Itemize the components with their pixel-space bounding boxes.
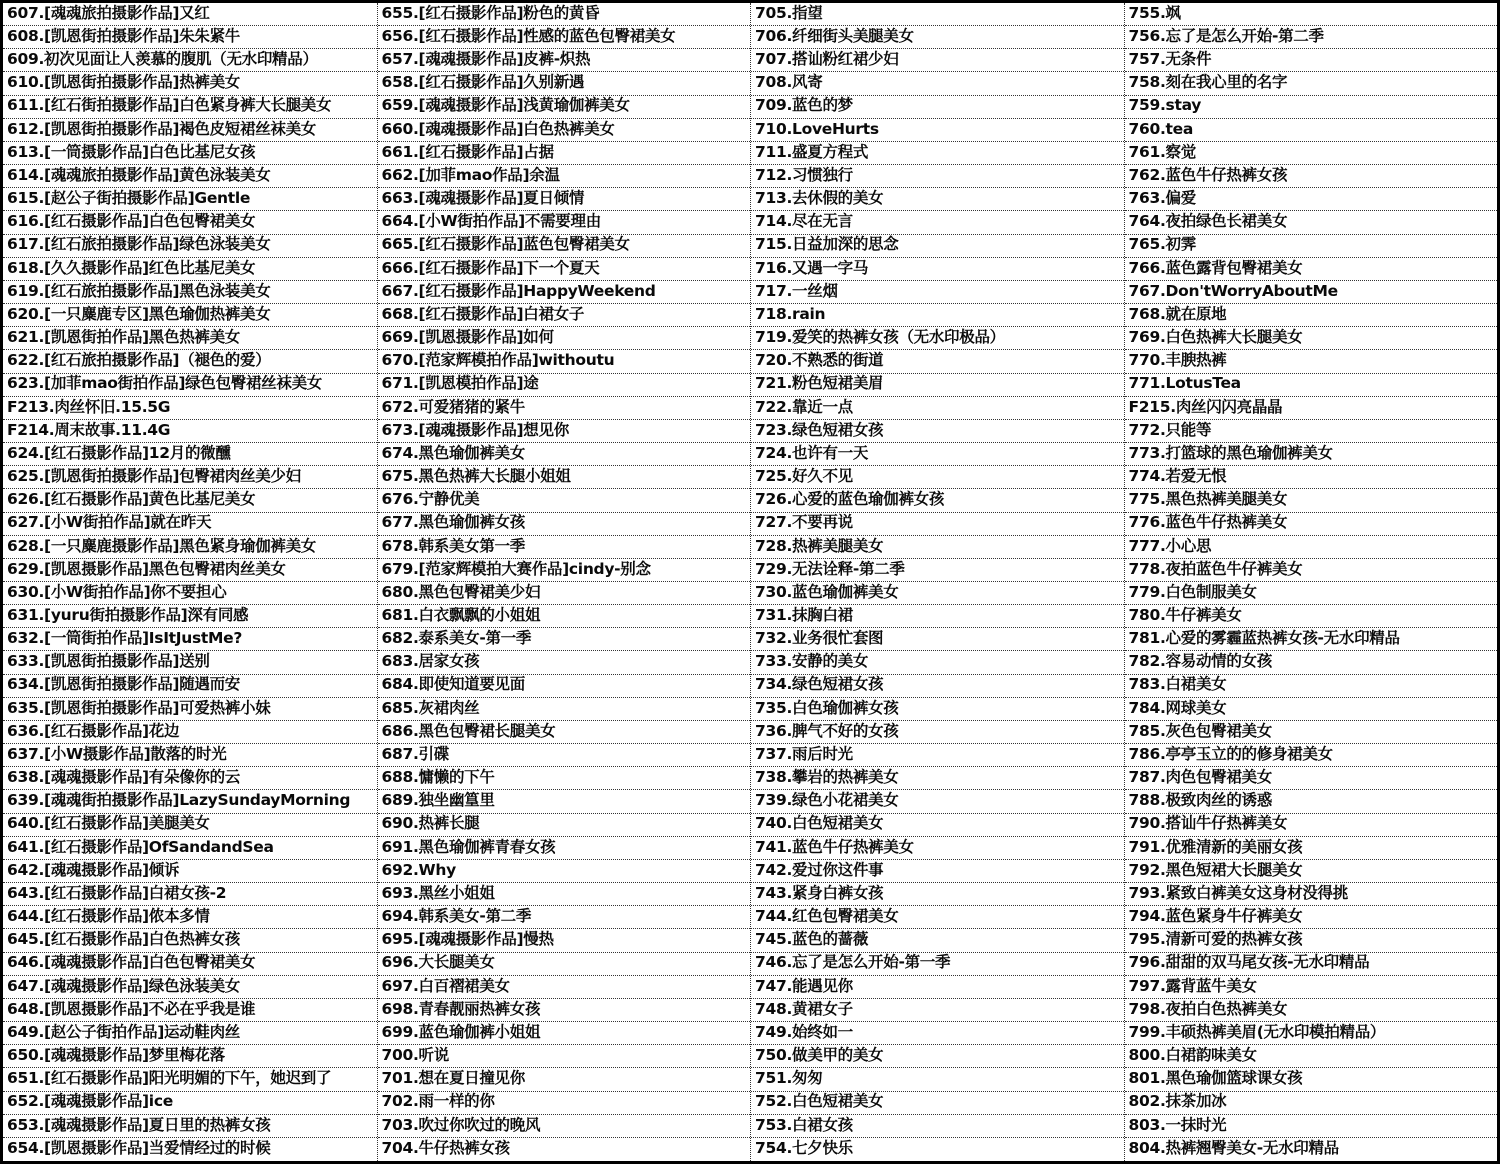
list-item: 675.黑色热裤大长腿小姐姐 — [378, 466, 751, 489]
list-item: 779.白色制服美女 — [1125, 582, 1498, 605]
list-item: 662.[加菲mao作品]余温 — [378, 165, 751, 188]
list-item: 804.热裤翘臀美女-无水印精品 — [1128, 1139, 1339, 1158]
list-item: 708.风寄 — [751, 72, 1124, 95]
list-item: 787.肉色包臀裙美女 — [1125, 767, 1498, 790]
list-item: 637.[小W摄影作品]散落的时光 — [3, 744, 377, 767]
list-item: 680.黑色包臀裙美少妇 — [378, 582, 751, 605]
list-item: 638.[魂魂摄影作品]有朵像你的云 — [3, 767, 377, 790]
list-item: 700.听说 — [378, 1045, 751, 1068]
list-item: 694.韩系美女-第二季 — [378, 906, 751, 929]
list-item: 719.爱笑的热裤女孩（无水印极品） — [751, 327, 1124, 350]
list-item: 685.灰裙肉丝 — [378, 698, 751, 721]
list-item: 658.[红石摄影作品]久别新遇 — [378, 72, 751, 95]
list-item: 616.[红石摄影作品]白色包臀裙美女 — [3, 211, 377, 234]
list-item: 618.[久久摄影作品]红色比基尼美女 — [3, 258, 377, 281]
list-item: 676.宁静优美 — [378, 489, 751, 512]
list-item: F215.肉丝闪闪亮晶晶 — [1125, 397, 1498, 420]
list-item: 687.引碟 — [378, 744, 751, 767]
list-item: 746.忘了是怎么开始-第一季 — [751, 953, 1124, 976]
list-item: 762.蓝色牛仔热裤女孩 — [1125, 165, 1498, 188]
list-item: 798.夜拍白色热裤美女 — [1125, 999, 1498, 1022]
list-item: 631.[yuru街拍摄影作品]深有同感 — [3, 605, 377, 628]
list-item: 749.始终如一 — [751, 1022, 1124, 1045]
list-item: 667.[红石摄影作品]HappyWeekend — [378, 281, 751, 304]
list-item: 645.[红石摄影作品]白色热裤女孩 — [3, 929, 377, 952]
list-item: 790.搭讪牛仔热裤美女 — [1125, 814, 1498, 837]
list-item: 646.[魂魂摄影作品]白色包臀裙美女 — [3, 953, 377, 976]
list-item: 755.飒 — [1125, 3, 1498, 26]
list-item: 756.忘了是怎么开始-第二季 — [1125, 26, 1498, 49]
list-item: 654.[凯恩摄影作品]当爱情经过的时候 — [7, 1139, 271, 1158]
list-item: 622.[红石旅拍摄影作品]（褪色的爱） — [3, 350, 377, 373]
list-item: 765.初霁 — [1125, 235, 1498, 258]
list-item: 623.[加菲mao街拍作品]绿色包臀裙丝袜美女 — [3, 374, 377, 397]
list-item: 669.[凯恩摄影作品]如何 — [378, 327, 751, 350]
list-item: 678.韩系美女第一季 — [378, 536, 751, 559]
list-item: 714.尽在无言 — [751, 211, 1124, 234]
list-item: 734.绿色短裙女孩 — [751, 675, 1124, 698]
list-item: 758.刻在我心里的名字 — [1125, 72, 1498, 95]
list-item: 788.极致肉丝的诱惑 — [1125, 790, 1498, 813]
list-item: 752.白色短裙美女 — [751, 1092, 1124, 1115]
list-item: F213.肉丝怀旧.15.5G — [3, 397, 377, 420]
list-item: 651.[红石摄影作品]阳光明媚的下午，她迟到了 — [3, 1068, 377, 1091]
list-item: 620.[一只麋鹿专区]黑色瑜伽热裤美女 — [3, 304, 377, 327]
list-item: 733.安静的美女 — [751, 651, 1124, 674]
list-item: 661.[红石摄影作品]占据 — [378, 142, 751, 165]
list-item: 670.[范家辉模拍作品]withoutu — [378, 350, 751, 373]
list-item: 703.吹过你吹过的晚风 — [378, 1115, 751, 1138]
list-item: 698.青春靓丽热裤女孩 — [378, 999, 751, 1022]
list-item: 688.慵懒的下午 — [378, 767, 751, 790]
list-item: 630.[小W街拍作品]你不要担心 — [3, 582, 377, 605]
list-item: F214.周末故事.11.4G — [3, 420, 377, 443]
list-item: 764.夜拍绿色长裙美女 — [1125, 211, 1498, 234]
list-item: 716.又遇一字马 — [751, 258, 1124, 281]
list-item: 709.蓝色的梦 — [751, 96, 1124, 119]
list-item: 707.搭讪粉红裙少妇 — [751, 49, 1124, 72]
list-item: 624.[红石摄影作品]12月的微醺 — [3, 443, 377, 466]
list-item: 775.黑色热裤美腿美女 — [1125, 489, 1498, 512]
list-item: 633.[凯恩街拍摄影作品]送别 — [3, 651, 377, 674]
list-item: 784.网球美女 — [1125, 698, 1498, 721]
list-item: 710.LoveHurts — [751, 119, 1124, 142]
list-item: 664.[小W街拍作品]不需要理由 — [378, 211, 751, 234]
list-item: 792.黑色短裙大长腿美女 — [1125, 860, 1498, 883]
list-item: 754.七夕快乐 — [755, 1139, 853, 1158]
list-item: 712.习惯独行 — [751, 165, 1124, 188]
list-item: 655.[红石摄影作品]粉色的黄昏 — [378, 3, 751, 26]
list-item: 800.白裙韵味美女 — [1125, 1045, 1498, 1068]
list-item: 726.心爱的蓝色瑜伽裤女孩 — [751, 489, 1124, 512]
list-item: 684.即使知道要见面 — [378, 675, 751, 698]
list-item: 648.[凯恩摄影作品]不必在乎我是谁 — [3, 999, 377, 1022]
list-item: 656.[红石摄影作品]性感的蓝色包臀裙美女 — [378, 26, 751, 49]
list-item: 742.爱过你这件事 — [751, 860, 1124, 883]
list-item: 613.[一筒摄影作品]白色比基尼女孩 — [3, 142, 377, 165]
list-item: 727.不要再说 — [751, 513, 1124, 536]
list-item: 679.[范家辉模拍大赛作品]cindy-别念 — [378, 559, 751, 582]
list-item: 663.[魂魂摄影作品]夏日倾情 — [378, 188, 751, 211]
list-item: 759.stay — [1125, 96, 1498, 119]
list-item: 652.[魂魂摄影作品]ice — [3, 1092, 377, 1115]
list-item: 732.业务很忙套图 — [751, 628, 1124, 651]
list-item: 607.[魂魂旅拍摄影作品]又红 — [3, 3, 377, 26]
list-item: 724.也许有一天 — [751, 443, 1124, 466]
list-item: 614.[魂魂旅拍摄影作品]黄色泳装美女 — [3, 165, 377, 188]
list-item: 660.[魂魂摄影作品]白色热裤美女 — [378, 119, 751, 142]
list-item: 617.[红石旅拍摄影作品]绿色泳装美女 — [3, 235, 377, 258]
list-item: 774.若爱无恨 — [1125, 466, 1498, 489]
list-item: 677.黑色瑜伽裤女孩 — [378, 513, 751, 536]
list-item: 760.tea — [1125, 119, 1498, 142]
list-item: 771.LotusTea — [1125, 374, 1498, 397]
list-item: 612.[凯恩街拍摄影作品]褐色皮短裙丝袜美女 — [3, 119, 377, 142]
list-item: 695.[魂魂摄影作品]慢热 — [378, 929, 751, 952]
list-item: 715.日益加深的思念 — [751, 235, 1124, 258]
list-item: 750.做美甲的美女 — [751, 1045, 1124, 1068]
list-item: 772.只能等 — [1125, 420, 1498, 443]
table-column-2 — [377, 3, 751, 1161]
list-item: 738.攀岩的热裤美女 — [751, 767, 1124, 790]
list-item: 705.指望 — [751, 3, 1124, 26]
list-item: 668.[红石摄影作品]白裙女子 — [378, 304, 751, 327]
list-item: 634.[凯恩街拍摄影作品]随遇而安 — [3, 675, 377, 698]
list-item: 696.大长腿美女 — [378, 953, 751, 976]
list-item: 766.蓝色露背包臀裙美女 — [1125, 258, 1498, 281]
list-item: 737.雨后时光 — [751, 744, 1124, 767]
list-item: 609.初次见面让人羡慕的腹肌（无水印精品） — [3, 49, 377, 72]
list-item: 793.紧致白裤美女这身材没得挑 — [1125, 883, 1498, 906]
list-item: 731.抹胸白裙 — [751, 605, 1124, 628]
list-item: 777.小心思 — [1125, 536, 1498, 559]
list-item: 693.黑丝小姐姐 — [378, 883, 751, 906]
list-item: 610.[凯恩街拍摄影作品]热裤美女 — [3, 72, 377, 95]
list-item: 686.黑色包臀裙长腿美女 — [378, 721, 751, 744]
list-item: 640.[红石摄影作品]美腿美女 — [3, 814, 377, 837]
list-item: 721.粉色短裙美眉 — [751, 374, 1124, 397]
list-item: 751.匆匆 — [751, 1068, 1124, 1091]
list-item: 735.白色瑜伽裤女孩 — [751, 698, 1124, 721]
list-item: 770.丰腴热裤 — [1125, 350, 1498, 373]
list-item: 619.[红石旅拍摄影作品]黑色泳装美女 — [3, 281, 377, 304]
list-item: 725.好久不见 — [751, 466, 1124, 489]
list-item: 672.可爱猪猪的紧牛 — [378, 397, 751, 420]
list-item: 753.白裙女孩 — [751, 1115, 1124, 1138]
list-item: 729.无法诠释-第二季 — [751, 559, 1124, 582]
list-item: 767.Don'tWorryAboutMe — [1125, 281, 1498, 304]
list-item: 665.[红石摄影作品]蓝色包臀裙美女 — [378, 235, 751, 258]
list-item: 785.灰色包臀裙美女 — [1125, 721, 1498, 744]
list-item: 674.黑色瑜伽裤美女 — [378, 443, 751, 466]
list-item: 650.[魂魂摄影作品]梦里梅花落 — [3, 1045, 377, 1068]
table-column-3 — [750, 3, 1124, 1161]
list-item: 763.偏爱 — [1125, 188, 1498, 211]
list-item: 615.[赵公子街拍摄影作品]Gentle — [3, 188, 377, 211]
list-item: 801.黑色瑜伽篮球课女孩 — [1125, 1068, 1498, 1091]
list-item: 642.[魂魂摄影作品]倾诉 — [3, 860, 377, 883]
list-item: 625.[凯恩街拍摄影作品]包臀裙肉丝美少妇 — [3, 466, 377, 489]
list-item: 728.热裤美腿美女 — [751, 536, 1124, 559]
list-item: 644.[红石摄影作品]侬本多情 — [3, 906, 377, 929]
table-column-4 — [1124, 3, 1498, 1161]
list-item: 743.紧身白裤女孩 — [751, 883, 1124, 906]
list-item: 781.心爱的雾霾蓝热裤女孩-无水印精品 — [1125, 628, 1498, 651]
list-item: 653.[魂魂摄影作品]夏日里的热裤女孩 — [3, 1115, 377, 1138]
list-item: 783.白裙美女 — [1125, 675, 1498, 698]
list-item: 769.白色热裤大长腿美女 — [1125, 327, 1498, 350]
list-item: 780.牛仔裤美女 — [1125, 605, 1498, 628]
list-item: 699.蓝色瑜伽裤小姐姐 — [378, 1022, 751, 1045]
list-item: 697.白百褶裙美女 — [378, 976, 751, 999]
list-item: 611.[红石街拍摄影作品]白色紧身裤大长腿美女 — [3, 96, 377, 119]
list-item: 740.白色短裙美女 — [751, 814, 1124, 837]
list-item: 711.盛夏方程式 — [751, 142, 1124, 165]
list-item: 692.Why — [378, 860, 751, 883]
list-item: 761.察觉 — [1125, 142, 1498, 165]
list-item: 739.绿色小花裙美女 — [751, 790, 1124, 813]
list-item: 768.就在原地 — [1125, 304, 1498, 327]
list-item: 722.靠近一点 — [751, 397, 1124, 420]
list-item: 706.纤细街头美腿美女 — [751, 26, 1124, 49]
list-item: 717.一丝烟 — [751, 281, 1124, 304]
list-item: 632.[一筒街拍作品]IsItJustMe? — [3, 628, 377, 651]
list-item: 718.rain — [751, 304, 1124, 327]
list-item: 649.[赵公子街拍作品]运动鞋肉丝 — [3, 1022, 377, 1045]
list-item: 748.黄裙女子 — [751, 999, 1124, 1022]
list-item: 626.[红石摄影作品]黄色比基尼美女 — [3, 489, 377, 512]
list-item: 608.[凯恩街拍摄影作品]朱朱紧牛 — [3, 26, 377, 49]
list-item: 744.红色包臀裙美女 — [751, 906, 1124, 929]
list-item: 776.蓝色牛仔热裤美女 — [1125, 513, 1498, 536]
list-item: 666.[红石摄影作品]下一个夏天 — [378, 258, 751, 281]
list-item: 671.[凯恩模拍作品]途 — [378, 374, 751, 397]
list-item: 689.独坐幽篁里 — [378, 790, 751, 813]
list-item: 802.抹茶加冰 — [1125, 1092, 1498, 1115]
list-item: 786.亭亭玉立的的修身裙美女 — [1125, 744, 1498, 767]
table-column-1 — [3, 3, 377, 1161]
list-item: 643.[红石摄影作品]白裙女孩-2 — [3, 883, 377, 906]
list-item: 720.不熟悉的街道 — [751, 350, 1124, 373]
list-item: 778.夜拍蓝色牛仔裤美女 — [1125, 559, 1498, 582]
list-item: 723.绿色短裙女孩 — [751, 420, 1124, 443]
list-item: 713.去休假的美女 — [751, 188, 1124, 211]
list-item: 682.泰系美女-第一季 — [378, 628, 751, 651]
list-item: 681.白衣飘飘的小姐姐 — [378, 605, 751, 628]
list-item: 647.[魂魂摄影作品]绿色泳装美女 — [3, 976, 377, 999]
list-item: 621.[凯恩街拍作品]黑色热裤美女 — [3, 327, 377, 350]
list-item: 795.清新可爱的热裤女孩 — [1125, 929, 1498, 952]
list-item: 773.打篮球的黑色瑜伽裤美女 — [1125, 443, 1498, 466]
list-item: 745.蓝色的蔷薇 — [751, 929, 1124, 952]
list-item: 702.雨一样的你 — [378, 1092, 751, 1115]
list-item: 701.想在夏日撞见你 — [378, 1068, 751, 1091]
list-item: 673.[魂魂摄影作品]想见你 — [378, 420, 751, 443]
list-item: 797.露背蓝牛美女 — [1125, 976, 1498, 999]
list-item: 704.牛仔热裤女孩 — [381, 1139, 510, 1158]
list-item: 747.能遇见你 — [751, 976, 1124, 999]
list-item: 736.脾气不好的女孩 — [751, 721, 1124, 744]
list-item: 639.[魂魂街拍摄影作品]LazySundayMorning — [3, 790, 377, 813]
list-item: 635.[凯恩街拍摄影作品]可爱热裤小妹 — [3, 698, 377, 721]
list-item: 690.热裤长腿 — [378, 814, 751, 837]
list-item: 782.容易动情的女孩 — [1125, 651, 1498, 674]
list-item: 796.甜甜的双马尾女孩-无水印精品 — [1125, 953, 1498, 976]
list-item: 629.[凯恩摄影作品]黑色包臀裙肉丝美女 — [3, 559, 377, 582]
list-item: 628.[一只麋鹿摄影作品]黑色紧身瑜伽裤美女 — [3, 536, 377, 559]
list-item: 791.优雅清新的美丽女孩 — [1125, 837, 1498, 860]
list-item: 683.居家女孩 — [378, 651, 751, 674]
list-item: 691.黑色瑜伽裤青春女孩 — [378, 837, 751, 860]
list-item: 641.[红石摄影作品]OfSandandSea — [3, 837, 377, 860]
list-item: 659.[魂魂摄影作品]浅黄瑜伽裤美女 — [378, 96, 751, 119]
list-item: 794.蓝色紧身牛仔裤美女 — [1125, 906, 1498, 929]
list-item: 803.一抹时光 — [1125, 1115, 1498, 1138]
list-item: 730.蓝色瑜伽裤美女 — [751, 582, 1124, 605]
list-item: 636.[红石摄影作品]花边 — [3, 721, 377, 744]
list-item: 757.无条件 — [1125, 49, 1498, 72]
list-item: 627.[小W街拍作品]就在昨天 — [3, 513, 377, 536]
list-item: 657.[魂魂摄影作品]皮裤-炽热 — [378, 49, 751, 72]
list-item: 741.蓝色牛仔热裤美女 — [751, 837, 1124, 860]
list-item: 799.丰硕热裤美眉(无水印模拍精品） — [1125, 1022, 1498, 1045]
